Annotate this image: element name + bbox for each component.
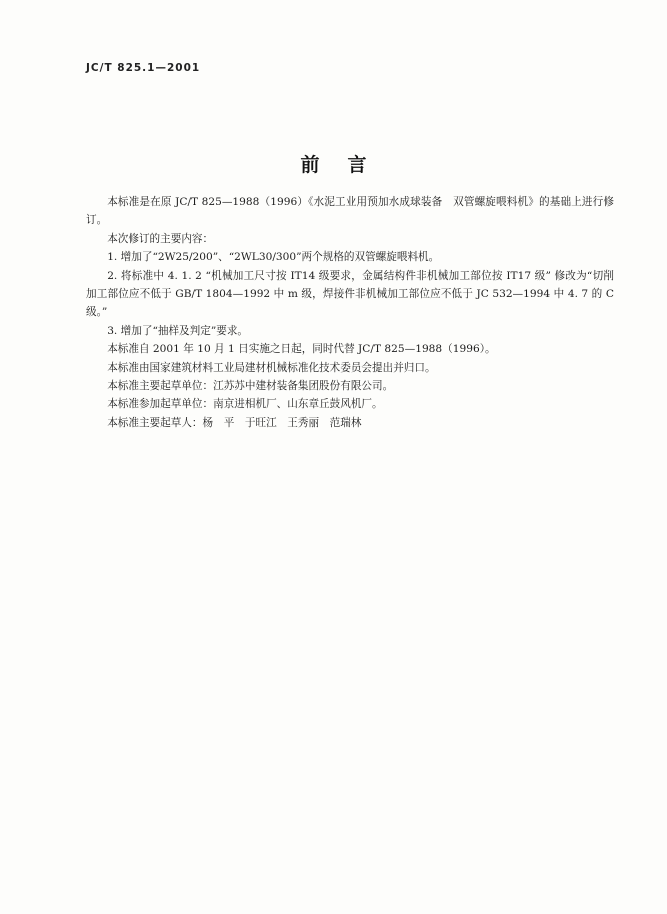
paragraph-effective-date: 本标准自 2001 年 10 月 1 日实施之日起，同时代替 JC/T 825—1988（1996）。 [107,343,496,356]
paragraph-revision-item-1: 1. 增加了“2W25/200”、“2WL30/300”两个规格的双管螺旋喂料机。 [107,251,440,264]
paragraph-proposer: 本标准由国家建筑材料工业局建材机械标准化技术委员会提出并归口。 [107,361,436,374]
paragraph-revision-item-2: 2. 将标准中 4. 1. 2 “机械加工尺寸按 IT14 级要求，金属结构件非机械加工部位按 IT17 级” 修改为“切削加工部位应不低于 GB/T 1804—1992 中 m 级，焊接件非机械加工部位应不低于 JC 532—1994 中 4. 7 的 C 级。” [86,269,614,319]
paragraph-main-drafter-unit: 本标准主要起草单位：江苏苏中建材装备集团股份有限公司。 [107,380,394,393]
paragraph-main-drafters: 本标准主要起草人：杨 平 于旺江 王秀丽 范瑞林 [107,416,362,429]
paragraph-basis: 本标准是在原 JC/T 825—1988（1996）《水泥工业用预加水成球装备 双管螺旋喂料机》的基础上进行修订。 [86,196,614,227]
paragraph-participating-units: 本标准参加起草单位：南京进相机厂、山东章丘鼓风机厂。 [107,398,383,411]
paragraph-revision-intro: 本次修订的主要内容： [107,232,214,245]
paragraph-revision-item-3: 3. 增加了“抽样及判定”要求。 [107,324,249,337]
standard-code: JC/T 825.1—2001 [86,62,201,74]
document-body [86,193,614,432]
page-title: 前言 [300,154,395,176]
